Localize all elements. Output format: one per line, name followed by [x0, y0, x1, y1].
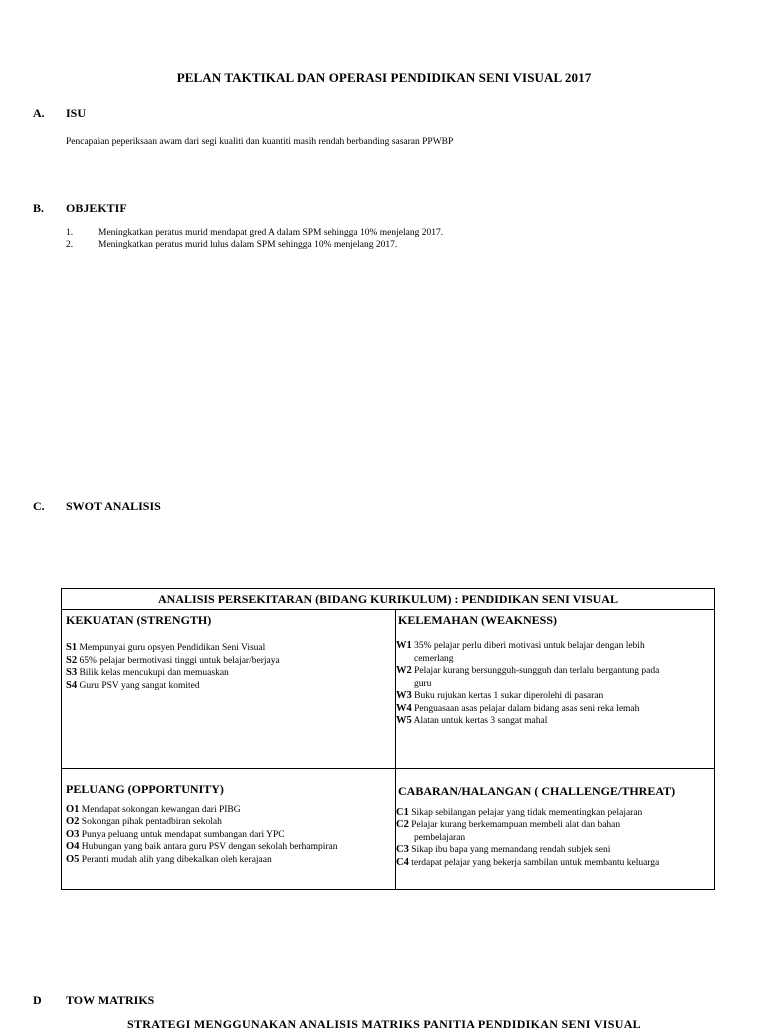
- weakness-item: W2 Pelajar kurang bersungguh-sungguh dan terlalu bergantung pada guru: [396, 665, 660, 689]
- threat-cell: [396, 768, 715, 889]
- strength-item: S2 65% pelajar bermotivasi tinggi untuk belajar/berjaya: [66, 654, 280, 666]
- section-d-letter: D: [33, 993, 42, 1007]
- threat-item: C1 Sikap sebilangan pelajar yang tidak mementingkan pelajaran: [396, 806, 643, 818]
- weakness-item: W4 Penguasaan asas pelajar dalam bidang asas seni reka lemah: [396, 702, 640, 714]
- opportunity-title: PELUANG (OPPORTUNITY): [66, 781, 224, 796]
- objective-1-text: Meningkatkan peratus murid mendapat gred A dalam SPM sehingga 10% menjelang 2017.: [98, 228, 444, 238]
- threat-item: C3 Sikap ibu bapa yang memandang rendah subjek seni: [396, 844, 611, 856]
- section-d-title: TOW MATRIKS: [66, 993, 155, 1007]
- section-a-title: ISU: [66, 106, 87, 120]
- strength-item: S1 Mempunyai guru opsyen Pendidikan Seni Visual: [66, 642, 266, 654]
- section-a-letter: A.: [33, 106, 45, 120]
- section-b-letter: B.: [33, 201, 45, 215]
- objective-1-number: 1.: [66, 228, 74, 238]
- document-title: PELAN TAKTIKAL DAN OPERASI PENDIDIKAN SENI VISUAL 2017: [176, 70, 592, 85]
- strength-item: S3 Bilik kelas mencukupi dan memuaskan: [66, 667, 229, 679]
- opportunity-cell: [62, 768, 396, 889]
- strength-item: S4 Guru PSV yang sangat komited: [66, 679, 200, 691]
- threat-title: CABARAN/HALANGAN ( CHALLENGE/THREAT): [398, 783, 676, 798]
- objective-2-text: Meningkatkan peratus murid lulus dalam SPM sehingga 10% menjelang 2017.: [98, 240, 398, 250]
- weakness-item: W5 Alatan untuk kertas 3 sangat mahal: [396, 715, 548, 727]
- weakness-item: W3 Buku rujukan kertas 1 sukar diperolehi di pasaran: [396, 690, 604, 702]
- opportunity-item: O4 Hubungan yang baik antara guru PSV dengan sekolah berhampiran: [66, 841, 338, 853]
- threat-item: C2 Pelajar kurang berkemampuan membeli alat dan bahan pembelajaran: [396, 819, 621, 843]
- weakness-cell: [396, 610, 715, 769]
- section-c-title: SWOT ANALISIS: [66, 499, 161, 513]
- strength-list: [62, 628, 395, 692]
- objective-2-number: 2.: [66, 240, 74, 250]
- opportunity-list: [62, 797, 395, 867]
- section-b-title: OBJEKTIF: [66, 201, 127, 215]
- section-c-letter: C.: [33, 499, 45, 513]
- issue-text: Pencapaian peperiksaan awam dari segi kualiti dan kuantiti masih rendah berbanding sasaran PPWBP: [66, 137, 454, 147]
- strategy-heading-cut-off: STRATEGI MENGGUNAKAN ANALISIS MATRIKS PANITIA PENDIDIKAN SENI VISUAL: [127, 1017, 641, 1031]
- weakness-title: KELEMAHAN (WEAKNESS): [398, 613, 558, 628]
- strength-cell: [62, 610, 396, 769]
- weakness-item: W1 35% pelajar perlu diberi motivasi untuk belajar dengan lebih cemerlang: [396, 640, 645, 664]
- swot-table-header: ANALISIS PERSEKITARAN (BIDANG KURIKULUM) : PENDIDIKAN SENI VISUAL: [62, 589, 715, 610]
- opportunity-item: O5 Peranti mudah alih yang dibekalkan oleh kerajaan: [66, 853, 272, 865]
- threat-item: C4 terdapat pelajar yang bekerja sambilan untuk membantu keluarga: [396, 856, 660, 868]
- opportunity-item: O2 Sokongan pihak pentadbiran sekolah: [66, 816, 222, 828]
- strength-title: KEKUATAN (STRENGTH): [66, 613, 212, 628]
- swot-table: [61, 588, 715, 890]
- threat-list: [396, 799, 714, 870]
- weakness-list: [396, 628, 714, 728]
- opportunity-item: O1 Mendapat sokongan kewangan dari PIBG: [66, 803, 241, 815]
- opportunity-item: O3 Punya peluang untuk mendapat sumbangan dari YPC: [66, 828, 285, 840]
